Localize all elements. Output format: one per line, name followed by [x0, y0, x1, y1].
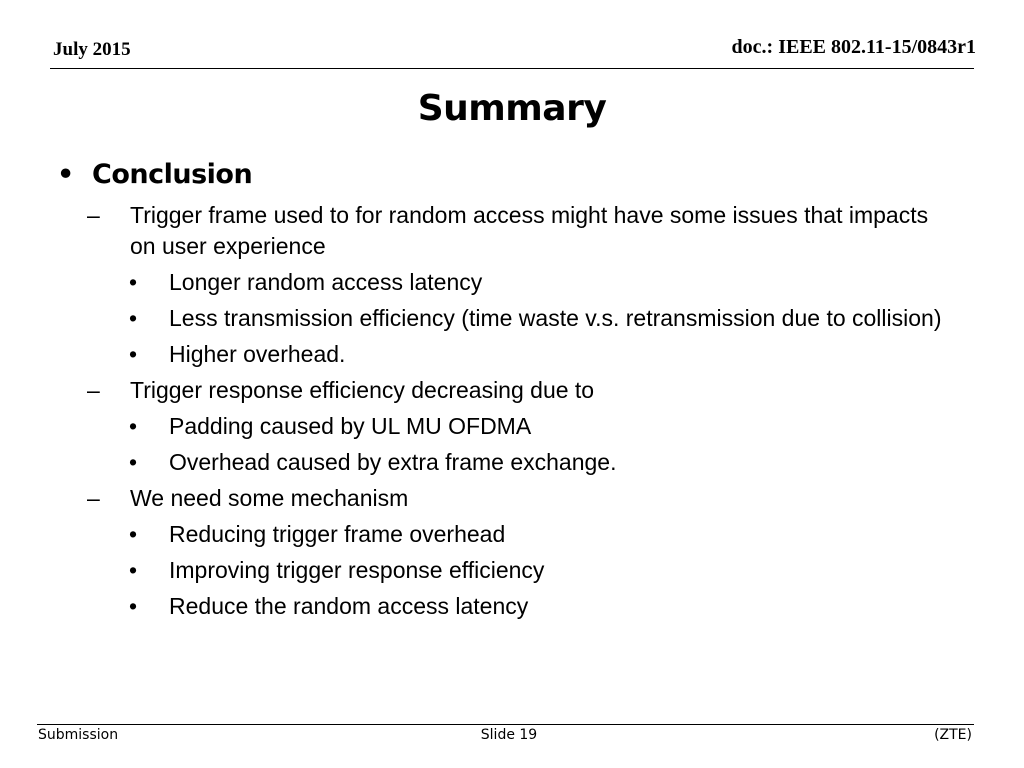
sub-bullet-trigger-frame	[55, 200, 955, 262]
bullet-marker: •	[129, 269, 138, 295]
bullet-marker: •	[129, 305, 138, 331]
bullet-marker: •	[129, 449, 138, 475]
header-doc-id: doc.: IEEE 802.11-15/0843r1	[731, 36, 976, 58]
list-item	[55, 555, 955, 586]
list-item-text: Overhead caused by extra frame exchange.	[169, 449, 617, 475]
header-date: July 2015	[53, 39, 131, 60]
list-item	[55, 267, 955, 298]
footer-company: (ZTE)	[934, 727, 972, 743]
dash-marker: –	[87, 202, 100, 228]
bullet-marker: •	[57, 159, 74, 190]
bullet-marker: •	[129, 557, 138, 583]
bullet-text: Conclusion	[92, 159, 253, 190]
footer-divider	[37, 724, 974, 725]
sub-bullet-text: Trigger frame used to for random access might have some issues that impacts on user experience	[130, 202, 929, 259]
bullet-marker: •	[129, 521, 138, 547]
list-item	[55, 447, 955, 478]
bullet-conclusion	[55, 155, 955, 195]
list-item	[55, 591, 955, 622]
slide-body	[55, 155, 955, 622]
footer-slide-number: Slide 19	[480, 727, 538, 743]
list-item-text: Padding caused by UL MU OFDMA	[169, 413, 532, 439]
list-item	[55, 303, 955, 334]
list-item-text: Longer random access latency	[169, 269, 483, 295]
list-item	[55, 339, 955, 370]
sub-bullet-trigger-response	[55, 375, 955, 406]
dash-marker: –	[87, 377, 100, 403]
bullet-marker: •	[129, 341, 138, 367]
slide-title: Summary	[417, 88, 607, 129]
list-item	[55, 411, 955, 442]
footer-submission: Submission	[38, 727, 119, 743]
dash-marker: –	[87, 485, 100, 511]
sub-bullet-text: We need some mechanism	[130, 485, 409, 511]
list-item	[55, 519, 955, 550]
list-item-text: Improving trigger response efficiency	[169, 557, 545, 583]
header-divider	[50, 68, 974, 69]
list-item-text: Reducing trigger frame overhead	[169, 521, 506, 547]
list-item-text: Higher overhead.	[169, 341, 346, 367]
list-item-text: Less transmission efficiency (time waste v.s. retransmission due to collision)	[169, 305, 942, 331]
bullet-marker: •	[129, 593, 138, 619]
sub-bullet-mechanism	[55, 483, 955, 514]
sub-bullet-text: Trigger response efficiency decreasing due to	[130, 377, 595, 403]
bullet-marker: •	[129, 413, 138, 439]
list-item-text: Reduce the random access latency	[169, 593, 529, 619]
